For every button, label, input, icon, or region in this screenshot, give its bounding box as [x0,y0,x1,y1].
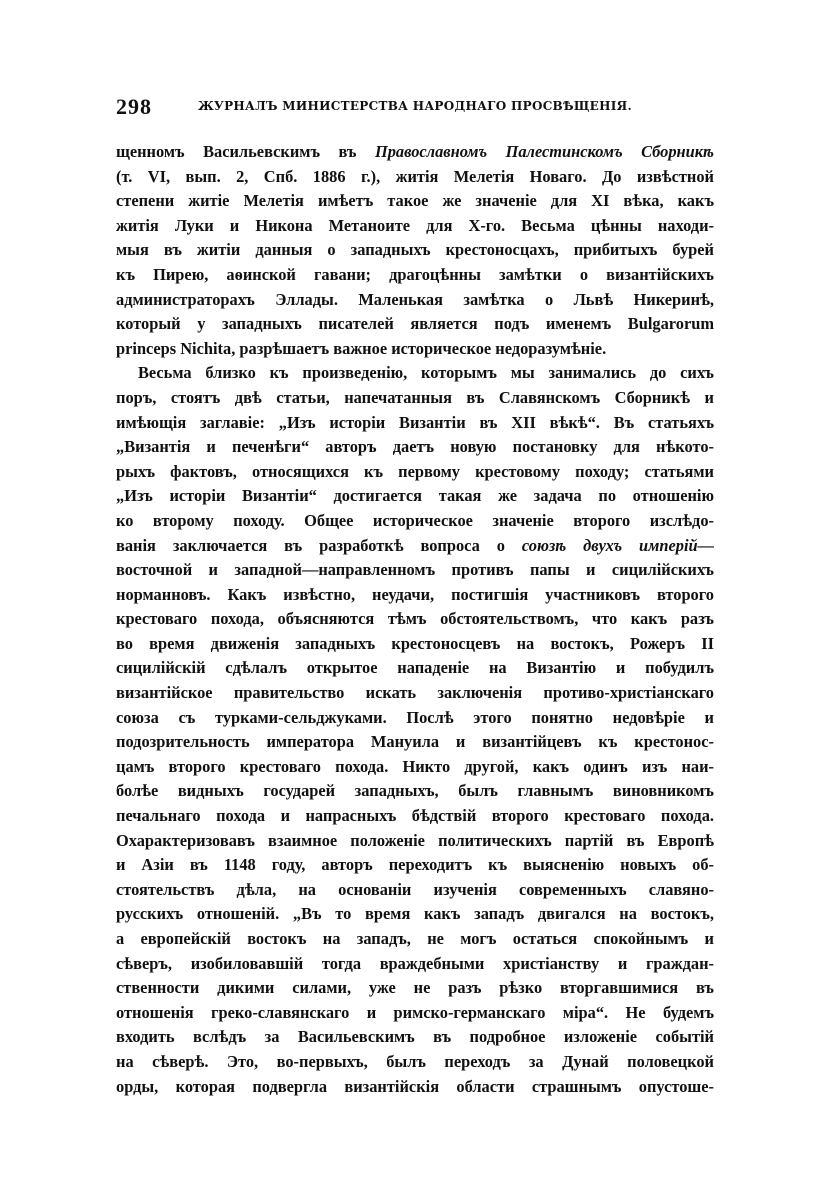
text-line [116,288,714,313]
text-line [116,1001,714,1026]
body-text [116,140,714,1099]
text-span: „Византія и печенѣги“ авторъ даетъ новую постановку для нѣкото- [116,437,714,457]
text-line [116,952,714,977]
text-span: ванія заключается въ разработкѣ вопроса о [116,535,522,555]
text-line [116,804,714,829]
text-span: ко второму походу. Общее историческое значеніе второго изслѣдо- [116,510,714,530]
text-span: отношенія греко-славянскаго и римско-германскаго міра“. Не будемъ [116,1002,714,1022]
text-span: на сѣверѣ. Это, во-первыхъ, былъ переходъ за Дунай половецкой [116,1051,714,1071]
text-span: щенномъ Васильевскимъ въ [116,142,375,161]
text-span: Охарактеризовавъ взаимное положеніе политическихъ партій въ Европѣ [116,830,714,850]
text-span: орды, которая подвергла византійскія области страшнымъ опустоше- [116,1076,714,1096]
text-span: сѣверъ, изобиловавшій тогда враждебными христіанству и граждан- [116,953,714,973]
text-line [116,632,714,657]
text-span: русскихъ отношеній. „Въ то время какъ западъ двигался на востокъ, [116,904,714,924]
text-span: ственности дикими силами, уже не разъ рѣзко вторгавшимися въ [116,978,714,998]
text-line [116,1025,714,1050]
text-span: восточной и западной—направленномъ противъ папы и сицилійскихъ [116,560,714,580]
text-span: цамъ второго крестоваго похода. Никто другой, какъ одинъ изъ наи- [116,756,714,776]
text-line [116,681,714,706]
text-line [116,484,714,509]
text-span: болѣе видныхъ государей западныхъ, былъ главнымъ виновникомъ [116,781,714,801]
text-span: мыя въ житіи данныя о западныхъ крестоносцахъ, прибитыхъ бурей [116,240,714,260]
text-span: сицилійскій сдѣлалъ открытое нападеніе на Византію и побудилъ [116,658,714,678]
text-span: поръ, стоятъ двѣ статьи, напечатанныя въ Славянскомъ Сборникѣ и [116,387,714,407]
text-span: а европейскій востокъ на западъ, не могъ остаться спокойнымъ и [116,929,714,948]
text-span: (т. VI, вып. 2, Спб. 1886 г.), житія Мелетія Новаго. До извѣстной [116,166,714,186]
text-line [116,607,714,632]
text-line [116,927,714,952]
text-line [116,189,714,214]
text-line [116,460,714,485]
text-span: имѣющія заглавіе: „Изъ исторіи Византіи въ XII вѣкѣ“. Въ статьяхъ [116,412,714,432]
journal-title: ЖУРНАЛЪ МИНИСТЕРСТВА НАРОДНАГО ПРОСВѢЩЕНІЯ. [198,99,633,113]
text-line [116,878,714,903]
text-line [116,656,714,681]
text-line [116,558,714,583]
text-line [116,1050,714,1075]
text-line [116,140,714,165]
text-span: входить вслѣдъ за Васильевскимъ въ подробное изложеніе событій [116,1027,714,1047]
text-span: во время движенія западныхъ крестоносцевъ на востокъ, Рожеръ II [116,633,714,653]
text-span: печальнаго похода и напрасныхъ бѣдствій второго крестоваго похода. [116,806,714,826]
text-line [116,361,714,386]
text-line [116,214,714,239]
italic-text-span: Православномъ Палестинскомъ Сборникѣ [374,142,714,161]
text-line [116,435,714,460]
text-line [116,534,714,559]
text-line [116,853,714,878]
text-line [116,1075,714,1100]
text-span: Весьма близко къ произведенію, которымъ мы занимались до сихъ [138,363,714,383]
text-span: администраторахъ Эллады. Маленькая замѣтка о Львѣ Никеринѣ, [116,289,714,309]
text-line [116,238,714,263]
text-span: princeps Nichita, разрѣшаетъ важное историческое недоразумѣніе. [116,338,607,358]
text-line [116,337,714,362]
document-page [116,92,714,1099]
text-span: союза съ турками-сельджуками. Послѣ этого понятно недовѣріе и [116,707,714,727]
text-line [116,583,714,608]
text-span: который у западныхъ писателей является подъ именемъ Bulgarorum [116,314,714,334]
text-span: норманновъ. Какъ извѣстно, неудачи, постигшія участниковъ второго [116,584,714,604]
text-line [116,312,714,337]
text-span: византійское правительство искать заключенія противо-христіанскаго [116,683,714,703]
text-line [116,509,714,534]
text-span: рыхъ фактовъ, относящихся къ первому крестовому походу; статьями [116,461,714,481]
text-line [116,706,714,731]
text-span: къ Пирею, аѳинской гавани; драгоцѣнны замѣтки о византійскихъ [116,264,714,284]
text-span: подозрительность императора Мануила и византійцевъ къ крестонос- [116,732,714,752]
text-span: и Азіи въ 1148 году, авторъ переходитъ къ выясненію новыхъ об- [116,855,714,875]
text-line [116,976,714,1001]
text-line [116,165,714,190]
text-line [116,730,714,755]
text-span: „Изъ исторіи Византіи“ достигается такая же задача по отношенію [116,486,714,506]
italic-text-span: союзѣ двухъ имперій— [521,535,714,555]
text-line [116,386,714,411]
page-number: 298 [116,94,152,119]
text-line [116,411,714,436]
text-line [116,779,714,804]
text-line [116,263,714,288]
text-span: житія Луки и Никона Метаноите для X-го. Весьма цѣнны находи- [116,215,714,235]
running-head [116,92,714,128]
text-span: стоятельствъ дѣла, на основаніи изученія современныхъ славяно- [116,879,714,899]
text-line [116,829,714,854]
text-line [116,755,714,780]
text-span: степени житіе Мелетія имѣетъ такое же значеніе для XI вѣка, какъ [116,191,714,211]
text-span: крестоваго похода, объясняются тѣмъ обстоятельствомъ, что какъ разъ [116,609,714,629]
text-line [116,902,714,927]
